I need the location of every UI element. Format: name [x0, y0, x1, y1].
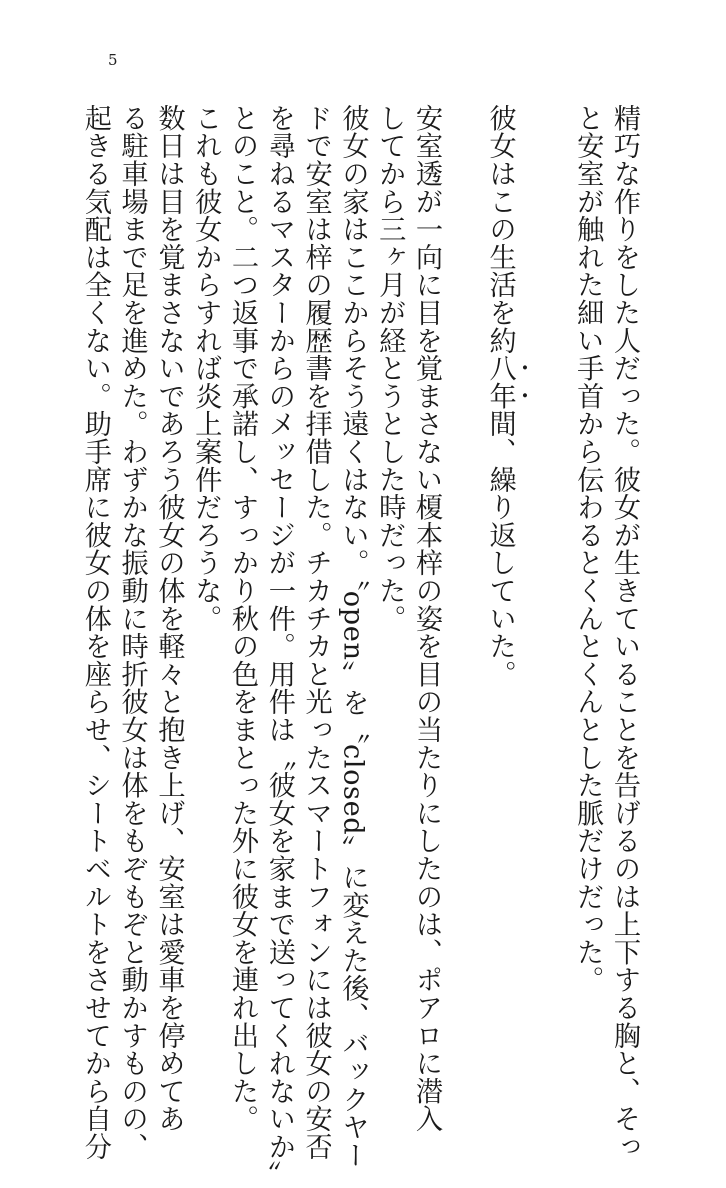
text-line: 起きる気配は全くない。助手席に彼女の体を座らせ、シートベルトをさせてから自分: [79, 104, 111, 1161]
emphasized-text: 八年: [484, 354, 516, 410]
text-line: [444, 104, 481, 984]
text-line: 数日は目を覚まさないであろう彼女の体を軽々と抱き上げ、安室は愛車を停めてあ: [153, 104, 185, 1133]
text-line: を尋ねるマスターからのメッセージが一件。用件は〝彼女を家まで送ってくれないか〟: [263, 104, 295, 1188]
text-line: 安室透が一向に目を覚まさない榎本梓の姿を目の当たりにしたのは、ポアロに潜入: [411, 104, 443, 1133]
text-line: る駐車場まで足を進めた。わずかな振動に時折彼女は体をもぞもぞと動かすものの、: [116, 104, 148, 1161]
text-line: [532, 104, 569, 984]
page-number: 5: [108, 51, 118, 69]
text-line: 精巧な作りをした人だった。彼女が生きていることを告げるのは上下する胸と、そっ: [609, 104, 640, 1161]
text-line: ドで安室は梓の履歴書を拝借した。チカチカと光ったスマートフォンには彼女の安否: [300, 104, 332, 1161]
text-segment: 間、繰り返していた。: [484, 409, 516, 688]
text-line: これも彼女からすれば炎上案件だろうな。: [190, 104, 222, 633]
vertical-text-body: [79, 104, 642, 1188]
text-segment: 彼女はこの生活を約: [484, 104, 516, 355]
text-line: 彼女の家はここからそう遠くはない。〝open〟を〝closed〟に変えた後、バックヤー: [337, 104, 369, 1169]
text-line: してから三ヶ月が経とうとした時だった。: [374, 104, 406, 633]
text-line: と安室が触れた細い手首から伝わるとくんとくんとした脈だけだった。: [572, 104, 604, 994]
text-line-emphasis: [481, 104, 532, 984]
text-line: とのこと。二つ返事で承諾し、すっかり秋の色をまとった外に彼女を連れ出した。: [227, 104, 259, 1133]
